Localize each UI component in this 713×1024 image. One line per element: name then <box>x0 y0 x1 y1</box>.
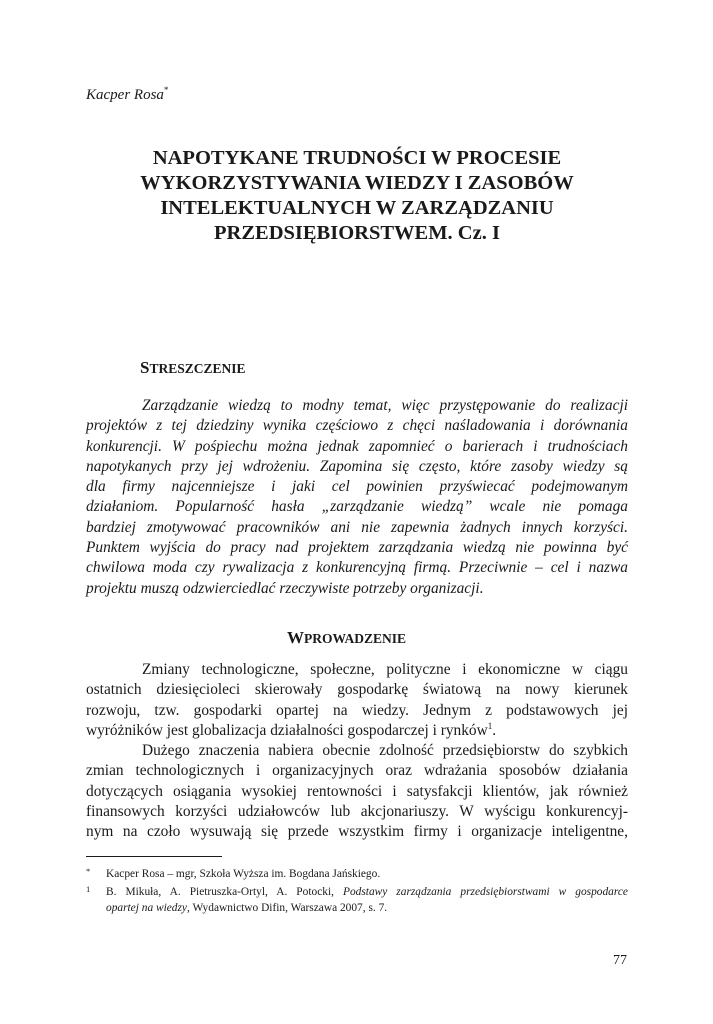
footnote-reference[interactable]: 1 <box>487 720 493 731</box>
author-footnote-marker: * <box>163 85 169 95</box>
title-line: PRZEDSIĘBIORSTWEM. Cz. I <box>214 222 500 244</box>
title-line: INTELEKTUALNYCH W ZARZĄDZANIU <box>160 197 554 219</box>
citation-authors: B. Mikuła, A. Pietruszka-Ortyl, A. Potocki, <box>106 886 334 898</box>
abstract-line: konkurencji. W pośpiechu można jednak zapomnieć o barierach i trudnościach <box>86 437 628 455</box>
abstract-heading-initial: S <box>140 358 150 377</box>
citation-title-continued: opartej na wiedzy <box>106 902 187 914</box>
body-line: finansowych korzyści udziałowców lub akcjonariuszy. W wyścigu konkurencyj- <box>86 803 628 821</box>
abstract-line: działaniom. Popularność hasła „zarządzanie wiedzą” wcale nie pomaga <box>86 498 628 516</box>
title-line: NAPOTYKANE TRUDNOŚCI W PROCESIE <box>152 147 562 169</box>
citation-publisher: , Wydawnictwo Difin, Warszawa 2007, s. 7. <box>187 902 388 914</box>
introduction-heading-initial: W <box>287 628 304 647</box>
introduction-body <box>86 660 628 843</box>
footnote-marker: 1 <box>86 884 91 894</box>
introduction-heading <box>287 628 406 648</box>
abstract-paragraph <box>86 396 628 599</box>
footnote-separator <box>86 856 222 857</box>
abstract-line: chwilowa moda czy rywalizacja z konkurencyjną firmą. Przeciwnie – cel i nazwa <box>86 559 628 577</box>
body-line-text: wyróżników jest globalizacja działalności gospodarczej i rynków <box>86 721 488 739</box>
abstract-line: Zarządzanie wiedzą to modny temat, więc przystępowanie do realizacji <box>142 397 628 414</box>
abstract-line: napotykanych przy jej wdrożeniu. Zapomina się często, które zasoby wiedzy są <box>86 457 628 475</box>
abstract-line: Punktem wyjścia do pracy nad projektem zarządzania wiedzą nie powinna być <box>86 539 628 557</box>
footnote-citation <box>106 884 628 916</box>
abstract-heading-rest: TRESZCZENIE <box>149 361 246 376</box>
footnote-1 <box>86 884 628 916</box>
introduction-heading-rest: PROWADZENIE <box>304 631 407 646</box>
body-line: nym na czoło wysuwają się przede wszystkim firmy i organizacje inteligentne, <box>86 823 628 841</box>
footnote-marker: * <box>86 866 91 876</box>
abstract-line: projektów z tej dziedziny wynika częściowo z chęci naśladowania i dorównania <box>86 417 628 435</box>
citation-title: Podstawy zarządzania przedsiębiorstwami w gospodarce <box>343 886 628 898</box>
article-title <box>86 146 628 246</box>
author-name-text: Kacper Rosa <box>86 87 164 103</box>
abstract-line: dla firmy najcenniejsze i jaki cel powinien przyświecać podejmowanym <box>86 478 628 496</box>
body-line: Dużego znaczenia nabiera obecnie zdolność przedsiębiorstw do szybkich <box>142 742 628 760</box>
sentence-end: . <box>492 721 497 739</box>
footnote-citation-line <box>106 884 628 900</box>
body-line: dotyczących osiągania wysokiej rentowności i satysfakcji klientów, jak również <box>86 782 628 800</box>
footnote-author <box>86 866 628 882</box>
abstract-line: projektu muszą odzwierciedlać rzeczywiste potrzeby organizacji. <box>86 579 484 597</box>
title-line: WYKORZYSTYWANIA WIEDZY I ZASOBÓW <box>140 172 574 194</box>
abstract-line: bardziej zmotywować pracowników ani nie zapewnia żadnych innych korzyści. <box>86 518 628 536</box>
body-line: Zmiany technologiczne, społeczne, polityczne i ekonomiczne w ciągu <box>142 661 628 678</box>
page-number: 77 <box>613 953 627 968</box>
footnote-text: Kacper Rosa – mgr, Szkoła Wyższa im. Bogdana Jańskiego. <box>106 868 381 880</box>
body-line-with-reference <box>86 721 628 741</box>
body-line: rozwoju, tzw. gospodarki opartej na wiedzy. Jednym z podstawowych jej <box>86 701 628 719</box>
author-name <box>86 87 168 104</box>
body-line: ostatnich dziesięcioleci skierowały gospodarkę światową na nowy kierunek <box>86 681 628 699</box>
footnote-citation-line <box>106 900 628 916</box>
body-line: zmian technologicznych i organizacyjnych oraz wdrażania sposobów działania <box>86 762 628 780</box>
abstract-heading <box>140 358 246 378</box>
